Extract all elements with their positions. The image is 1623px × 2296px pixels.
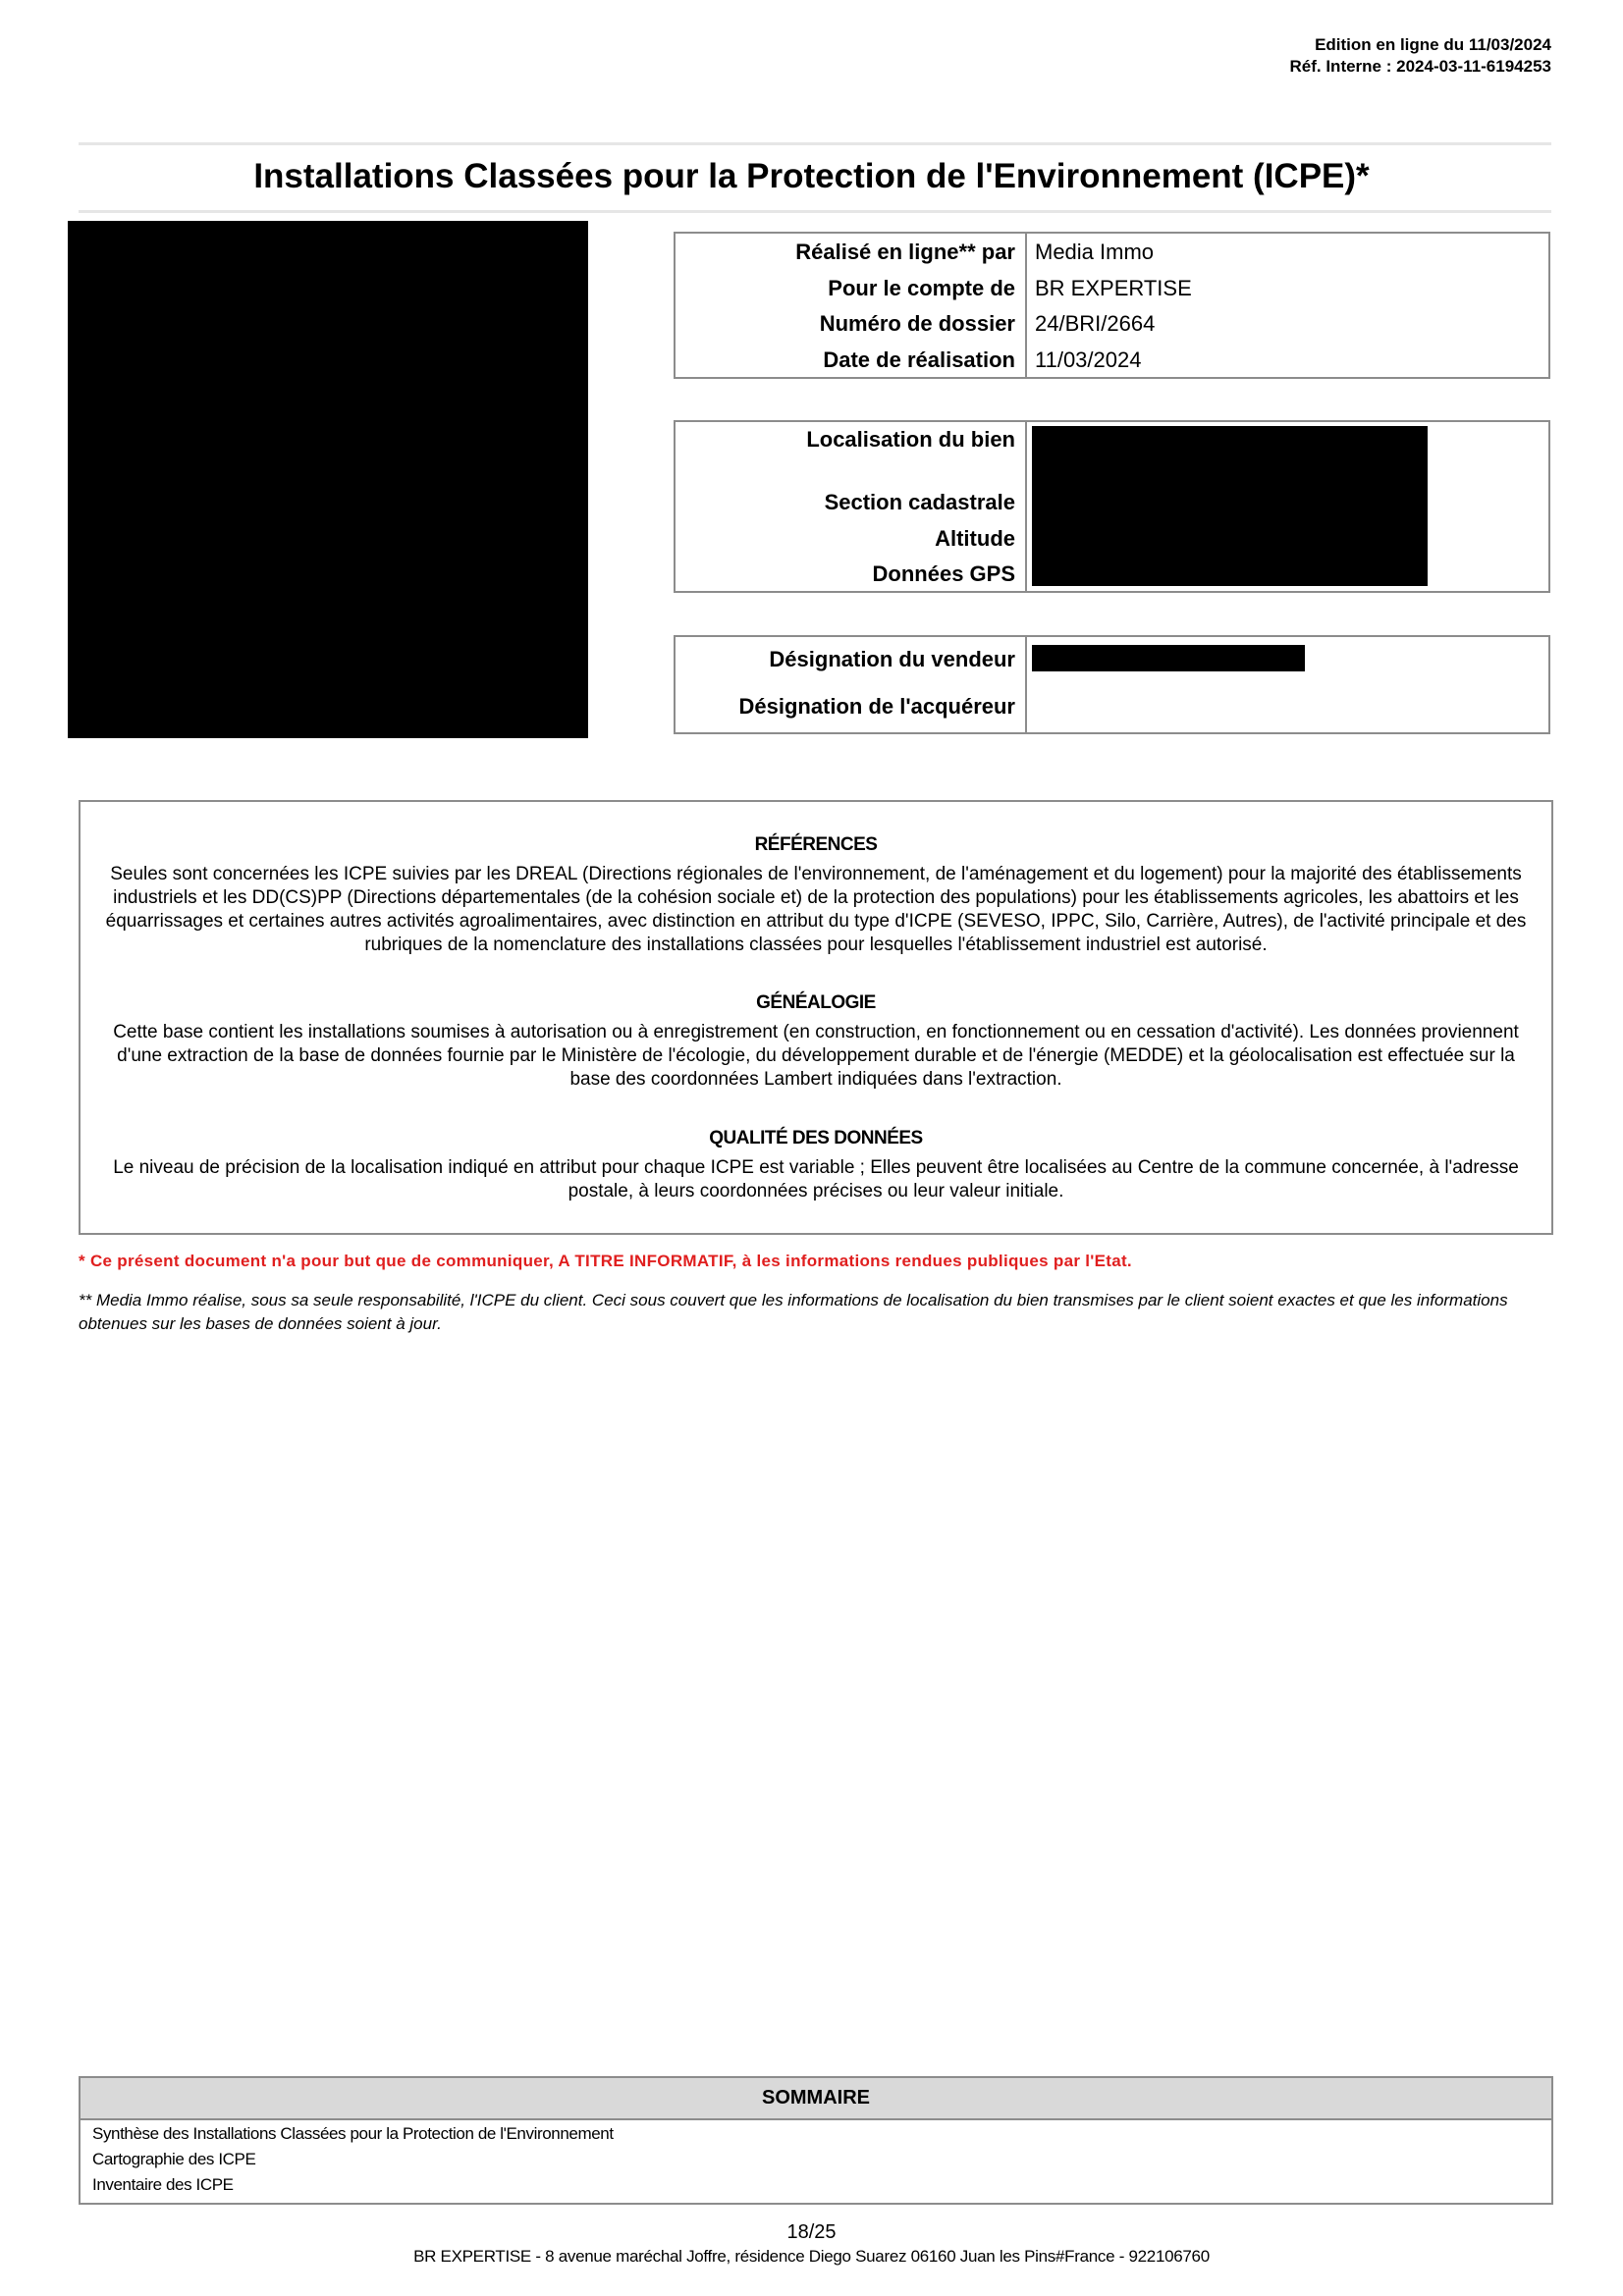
parties-table	[674, 635, 1550, 734]
page-number: 18/25	[786, 2221, 837, 2243]
row-realise	[676, 235, 1548, 270]
date-label: Date de réalisation	[823, 347, 1015, 372]
date-value: 11/03/2024	[1035, 347, 1142, 372]
sommaire-item: Inventaire des ICPE	[92, 2175, 234, 2194]
location-table	[674, 420, 1550, 593]
responsibility-note: ** Media Immo réalise, sous sa seule responsabilité, l'ICPE du client. Ceci sous couvert que les informations de localisation du bien transmises par le client soient exactes et que les informations obtenues sur les bases de données soient à jour.	[79, 1291, 1508, 1333]
row-dossier	[676, 306, 1548, 342]
title-divider	[79, 210, 1551, 213]
compte-value: BR EXPERTISE	[1035, 276, 1192, 300]
realise-label: Réalisé en ligne** par	[795, 240, 1015, 264]
acquereur-label: Désignation de l'acquéreur	[738, 694, 1015, 719]
localisation-label: Localisation du bien	[806, 427, 1015, 452]
sommaire-item: Cartographie des ICPE	[92, 2150, 256, 2168]
report-info-table	[674, 232, 1550, 379]
genealogie-text: Cette base contient les installations soumises à autorisation ou à enregistrement (en construction, en fonctionnement ou en cessation d'activité). Les données proviennent d'une extraction de la base de données fournie par le Ministère de l'écologie, du développement durable et de l'énergie (MEDDE) et la géolocalisation est effectuée sur la base des coordonnées Lambert indiquées dans l'extraction.	[113, 1022, 1519, 1090]
sommaire-item: Synthèse des Installations Classées pour la Protection de l'Environnement	[92, 2124, 614, 2143]
redacted-seller-name	[1032, 645, 1305, 671]
dossier-label: Numéro de dossier	[819, 311, 1015, 336]
edition-header	[1290, 34, 1552, 78]
page-title: Installations Classées pour la Protection de l'Environnement (ICPE)*	[253, 157, 1370, 195]
sommaire-heading: SOMMAIRE	[81, 2078, 1551, 2120]
top-divider	[79, 142, 1551, 145]
row-date	[676, 343, 1548, 378]
qualite-heading: QUALITÉ DES DONNÉES	[709, 1128, 923, 1148]
gps-label: Données GPS	[872, 561, 1015, 586]
sommaire-table	[79, 2076, 1553, 2205]
disclaimer-note: * Ce présent document n'a pour but que de communiquer, A TITRE INFORMATIF, à les informations rendues publiques par l'Etat.	[79, 1252, 1132, 1270]
genealogie-heading: GÉNÉALOGIE	[756, 992, 876, 1013]
redacted-property-photo	[68, 221, 588, 738]
references-text: Seules sont concernées les ICPE suivies par les DREAL (Directions régionales de l'environnement, de l'aménagement et du logement) pour la majorité des établissements industriels et les DD(CS)PP (Directions départementales (de la cohésion sociale et) de la protection des populations) pour les établissements agricoles, les abattoirs et les équarrissages et certaines autres activités agroalimentaires, avec distinction en attribut du type d'ICPE (SEVESO, IPPC, Silo, Carrière, Autres), de l'activité principale et des rubriques de la nomenclature des installations classées pour lesquelles l'établissement industriel est autorisé.	[105, 864, 1527, 955]
compte-label: Pour le compte de	[828, 276, 1015, 300]
dossier-value: 24/BRI/2664	[1035, 311, 1156, 336]
edition-date: Edition en ligne du 11/03/2024	[1315, 35, 1551, 54]
internal-reference: Réf. Interne : 2024-03-11-6194253	[1289, 57, 1551, 76]
redacted-location-block	[1032, 426, 1428, 586]
row-compte	[676, 271, 1548, 306]
vendeur-label: Désignation du vendeur	[769, 647, 1015, 671]
section-label: Section cadastrale	[824, 490, 1015, 514]
altitude-label: Altitude	[935, 526, 1015, 551]
row-acquereur	[676, 689, 1548, 724]
realise-value: Media Immo	[1035, 240, 1155, 264]
references-heading: RÉFÉRENCES	[754, 834, 878, 855]
references-box	[79, 800, 1553, 1235]
footer-address: BR EXPERTISE - 8 avenue maréchal Joffre, résidence Diego Suarez 06160 Juan les Pins#France - 922106760	[413, 2247, 1210, 2266]
qualite-text: Le niveau de précision de la localisation indiqué en attribut pour chaque ICPE est variable ; Elles peuvent être localisées au Centre de la commune concernée, à l'adresse postale, à leurs coordonnées précises ou leur valeur initiale.	[113, 1157, 1519, 1201]
